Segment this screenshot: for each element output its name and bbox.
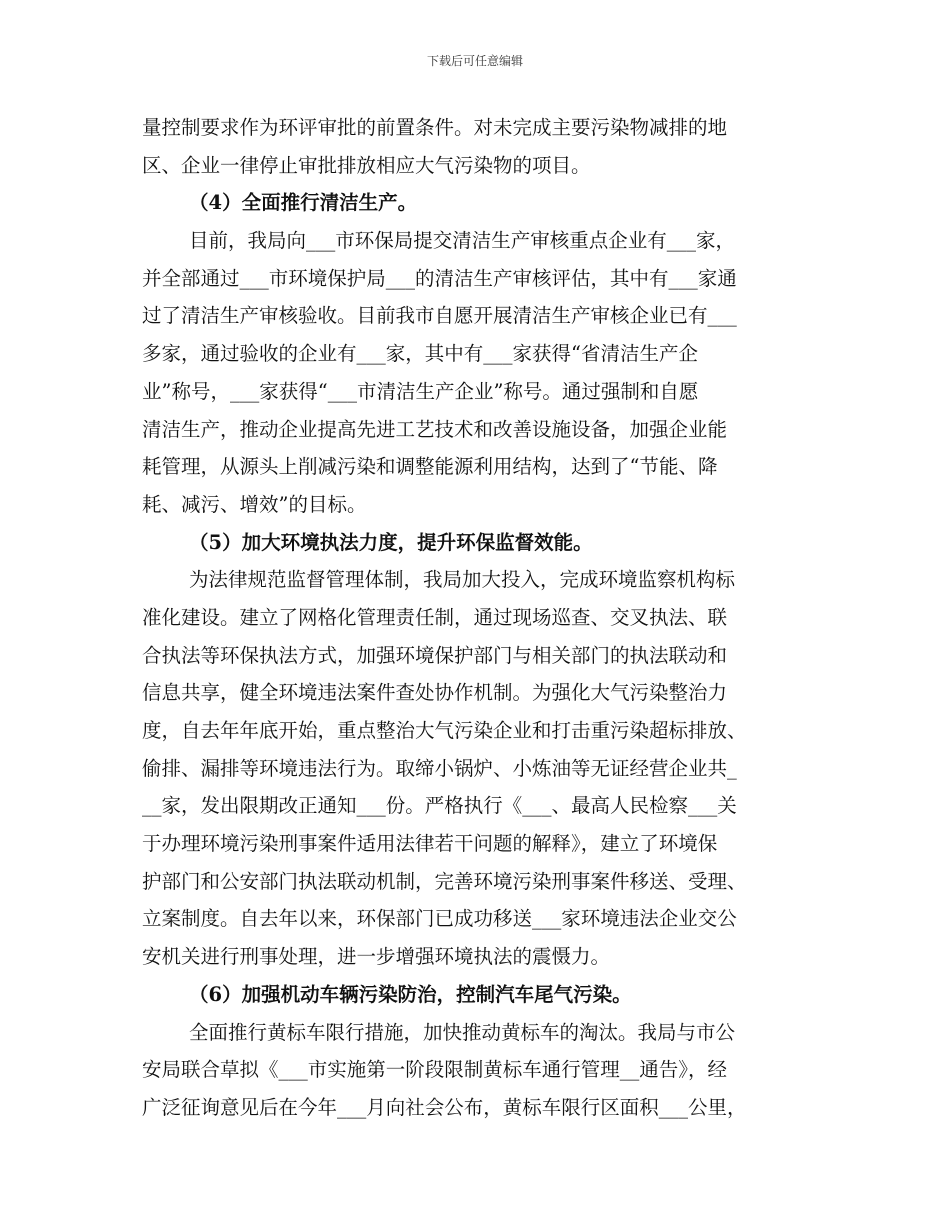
paragraph-line: 偷排、漏排等环境违法行为。取缔小锅炉、小炼油等无证经营企业共_ [142,756,737,780]
section-heading-6: （6）加强机动车辆污染防治，控制汽车尾气污染。 [189,982,632,1006]
paragraph-line: __家，发出限期改正通知___份。严格执行《___、最高人民检察___关 [142,794,737,818]
section-heading-5: （5）加大环境执法力度，提升环保监督效能。 [189,530,593,554]
paragraph-line: 合执法等环保执法方式，加强环境保护部门与相关部门的执法联动和 [142,643,728,667]
paragraph-line: 并全部通过___市环境保护局___的清洁生产审核评估，其中有___家通 [142,266,737,290]
paragraph-line: 量控制要求作为环评审批的前置条件。对未完成主要污染物减排的地 [142,116,728,139]
paragraph-line: 业”称号，___家获得“___市清洁生产企业”称号。通过强制和自愿 [142,379,699,403]
paragraph-line: 护部门和公安部门执法联动机制，完善环境污染刑事案件移送、受理、 [142,869,747,893]
paragraph-line: 准化建设。建立了网格化管理责任制，通过现场巡查、交叉执法、联 [142,605,728,629]
paragraph-line: 安机关进行刑事处理，进一步增强环境执法的震慑力。 [142,945,611,969]
paragraph-line: 立案制度。自去年以来，环保部门已成功移送___家环境违法企业交公 [142,907,737,931]
paragraph-line: 过了清洁生产审核验收。目前我市自愿开展清洁生产审核企业已有___ [142,304,737,328]
paragraph-line: 耗管理，从源头上削减污染和调整能源利用结构，达到了“节能、降 [142,455,718,479]
paragraph-line: 度，自去年年底开始，重点整治大气污染企业和打击重污染超标排放、 [142,719,747,742]
paragraph-line: 信息共享，健全环境违法案件查处协作机制。为强化大气污染整治力 [142,681,728,705]
paragraph-line: 耗、减污、增效”的目标。 [142,492,367,516]
paragraph-line: 全面推行黄标车限行措施，加快推动黄标车的淘汰。我局与市公 [189,1020,736,1044]
paragraph-line: 广泛征询意见后在今年___月向社会公布，黄标车限行区面积___公里， [142,1095,747,1119]
paragraph-line: 目前，我局向___市环保局提交清洁生产审核重点企业有___家， [189,229,736,253]
page-header-note: 下载后可任意编辑 [426,54,523,68]
paragraph-line: 多家，通过验收的企业有___家，其中有___家获得“省清洁生产企 [142,342,698,366]
paragraph-line: 区、企业一律停止审批排放相应大气污染物的项目。 [142,153,591,177]
paragraph-line: 安局联合草拟《___市实施第一阶段限制黄标车通行管理__通告》，经 [142,1058,728,1082]
paragraph-line: 为法律规范监督管理体制，我局加大投入，完成环境监察机构标 [189,568,736,592]
paragraph-line: 清洁生产，推动企业提高先进工艺技术和改善设施设备，加强企业能 [142,417,728,441]
section-heading-4: （4）全面推行清洁生产。 [189,191,418,215]
paragraph-line: 于办理环境污染刑事案件适用法律若干问题的解释》，建立了环境保 [142,832,718,856]
document-body [142,109,818,1127]
